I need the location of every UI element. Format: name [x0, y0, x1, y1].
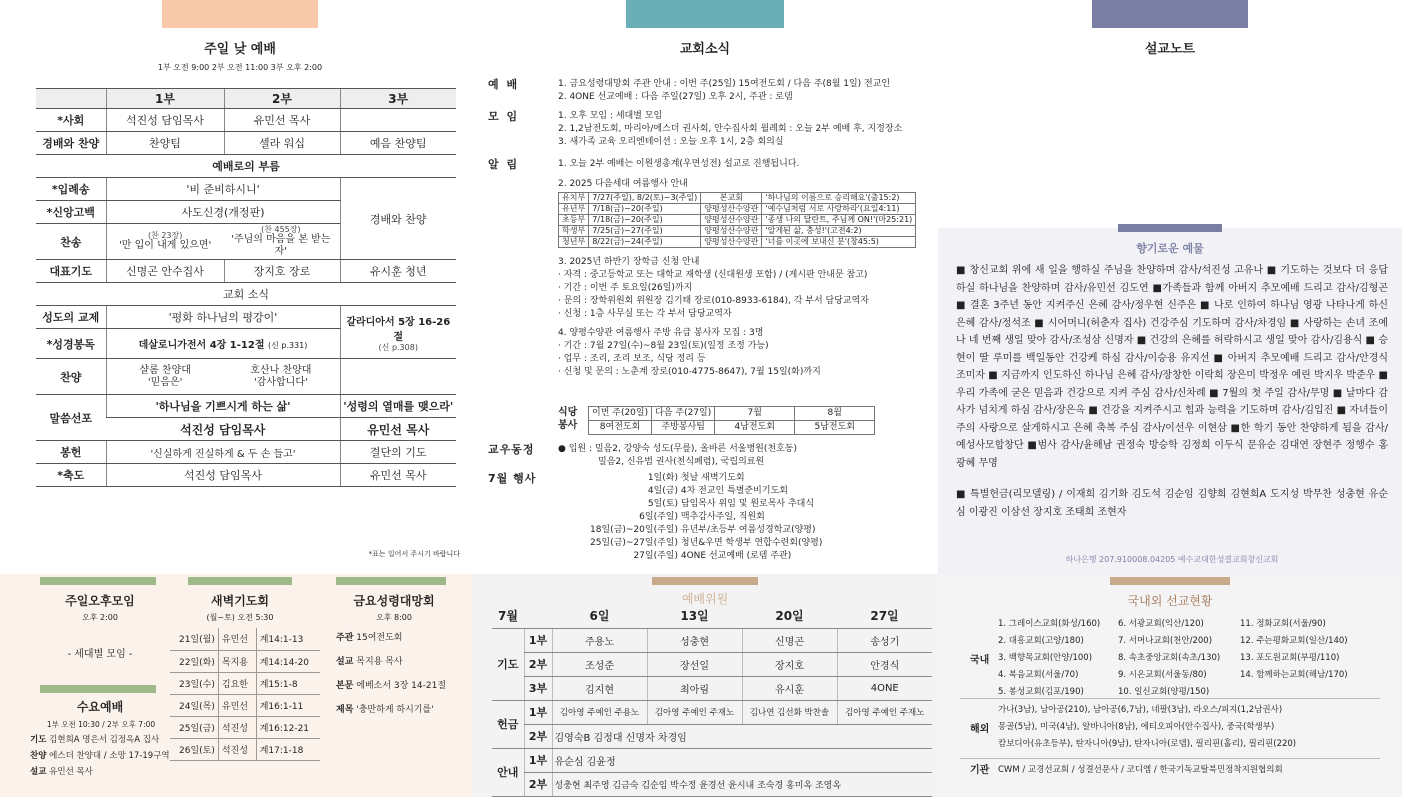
kitchen-service-label: 식당봉사	[558, 407, 578, 431]
friday-rows: 주관 15여전도회 설교 목지용 목사 본문 에베소서 3장 14-21절 제목 '충만하게 하시기를'	[336, 633, 447, 715]
fragrance-offering-box	[938, 228, 1402, 574]
summer-events-table: 유치부 7/27(주일), 8/2(토)~3(주일) 본교회 '하나님의 이름으로 승리해요'(출15:2) 유년부 7/18(금)~20(주일) 양평성산수양관 '예수님처럼 서로 사랑하라'(요일4:11) 초등부 7/18(금)~20(주일) 양평성산수양관 '종생 나의 달란트, 주님께 ON!'(마25:21) 학생부 7/25(금)~27(주일) 양평성산수양관 '알게된 삶, 충성!'(고전4:2) 청년부 8/22(금)~24(주일) 양평성산수양관 '너를 이곳에 보내신 분'(창45:5)	[558, 192, 916, 248]
dawn-bar	[188, 577, 292, 585]
worship-title: 주일 낮 예배	[204, 42, 276, 57]
news-header-bar	[626, 0, 784, 28]
afternoon-time: 오후 2:00	[82, 613, 118, 622]
afternoon-bar	[40, 577, 156, 585]
dawn-title: 새벽기도회	[211, 594, 269, 608]
merged-praise: 경배와 찬양	[340, 178, 456, 260]
fragrance-title: 향기로운 예물	[1136, 242, 1204, 255]
kitchen-service-table: 이번 주(20일) 다음 주(27일) 7월 8월 8여전도회 주방봉사팀 4남전도회 5남전도회	[588, 406, 875, 435]
dawn-table: 21일(월) 유민선 계14:1-13 22일(화) 목지용 계14:14-20 23일(수) 김요한 계15:1-8 24일(목) 유민선 계16:1-11 25일(금) 석진성 계16:12-21 26일(토) 석진성 계17:1-18	[170, 628, 320, 761]
friday-bar	[336, 577, 446, 585]
dawn-time: (월~토) 오전 5:30	[206, 613, 274, 622]
mission-bar	[1110, 577, 1230, 585]
fragrance-text: ■ 창신교회 위에 새 일을 행하실 주님을 찬양하며 감사/석진성 고유나 ■ 기도하는 것보다 더 응답하실 하나님을 찬양하며 감사/유민선 김도연 ■가족들과 함께 아버지 추모예배 드리고 감사/김형곤 ■ 결혼 3주년 동안 지켜주신 은혜 감사/정우현 신주은 ■ 나로 인하여 하나님 영광 나타나게 하신 은혜 감사/정석조 ■ 시어머니(허춘자 집사) 건강주심 기도하며 감사/차경임 ■ 사랑하는 손녀 조예나 네 번째 생일 맞아 감사/조성삼 신명자 ■ 건강의 은혜를 허락하시고 생일 맞아 감사/김용식 ■ 승현이 딸 루미를 백일동안 건강케 하심 감사/이승용 유지선 ■ 아버지 추모예배 드리고 감사/안경식 조미자 ■ 지금까지 인도하신 하나님 은혜 감사/장창한 이락희 장은미 박정우 예린 박지우 박준우 ■ 우리 가족에 굳은 믿음과 건강으로 지켜 주심 감사/신차례 ■ 7월의 첫 주일 감사/무명 ■ 날마다 감사가 넘치게 하심 감사/장은옥 ■ 건강을 지켜주시고 힘과 능력을 기도하며 감사/김입진 ■ 자녀들이 주의 사랑으로 살게하시고 은혜 축복 주심 감사/이선우 이현삼 ■한 학기 동안 찬양하게 됨을 감사/예성사모합창단 ■범사 감사/윤해남 권정숙 방승학 김정희 이두식 문유순 김대연 장현주 정행수 홍광혜 무명 ■ 특별헌금(리모델링) / 이재희 김기화 김도석 김순임 김향희 김현희A 도지성 박무찬 성충현 유순심 이광진 이삼선 장지호 조태희 조현자	[956, 265, 1388, 518]
wednesday-bar	[40, 685, 156, 693]
worship-times: 1부 오전 9:00 2부 오전 11:00 3부 오후 2:00	[157, 63, 323, 72]
duty-bar	[652, 577, 758, 585]
wednesday-rows: 기도 김현희A 명은서 김정옥A 집사 찬양 에스더 찬양대 / 소망 17-19구역 설교 유민선 목사	[30, 735, 170, 777]
mission-title: 국내외 선교현황	[1127, 594, 1213, 608]
news-title: 교회소식	[679, 42, 731, 57]
duty-title: 예배위원	[681, 592, 729, 606]
friday-title: 금요성령대망회	[353, 594, 435, 608]
wednesday-time: 1부 오전 10:30 / 2부 오후 7:00	[46, 720, 156, 729]
bank-account: 하나은행 207.910008.04205 예수교대한성결교회창신교회	[1065, 555, 1279, 564]
duty-table: 7월 6일 13일 20일 27일 기도 1부 주용노 성충현 신명곤 송성기 2부 조성준 장선일 장지호 안경식 3부 김지현 최아림 유시훈 4ONE 헌금 1부 김아영 주예인 주용노 김아영 주예인 주재노 김나연 김선화 박찬솔 김아영 주예인 주재노 2부 김영숙B 김정대 신명자 차경임 안내 1부 유순심 김윤정 2부 성충현 최주영 김금숙 김순임 박수정 윤경선 윤시내 조숙경 홍미옥 조영옥	[492, 604, 932, 797]
friday-time: 오후 8:00	[376, 613, 412, 622]
worship-footnote: *표는 일어서 주시기 바랍니다	[368, 550, 460, 558]
sermon-header-bar	[1092, 0, 1248, 28]
afternoon-title: 주일오후모임	[65, 594, 135, 608]
worship-header-bar	[162, 0, 318, 28]
worship-order-table: 1부 2부 3부 *사회 석진성 담임목사 유민선 목사 경배와 찬양 찬양팀 셀라 워십 예음 찬양팀 예배로의 부름 *입례송 '비 준비하시니' 경배와 찬양 *신앙고백 사도신경(개정판) 찬송 (찬 23장) '만 입이 내게 있으면' (찬 455장) '주님의 마음을 본 받는 자' 대표기도 신명곤 안수집사 장지호 장로 유시훈 청년 교회 소식 성도의 교제 '평화 하나님의 평강이' 갈라디아서 5장 16-26절 (신 p.308) *성경봉독 데살로니가전서 4장 1-12절 (신 p.331) 찬양 샬롬 찬양대 '믿음은' 호산나 찬양대 '감사합니다' 말씀선포 '하나님을 기쁘시게 하는 삶' '성령의 열매를 맺으라' 석진성 담임목사 유민선 목사 봉헌 '신실하게 진실하게 & 두 손 들고' 결단의 기도 *축도 석진성 담임목사 유민선 목사	[36, 88, 456, 487]
sermon-note-title: 설교노트	[1144, 42, 1196, 57]
fragrance-bar	[1118, 224, 1222, 232]
wednesday-title: 수요예배	[76, 700, 124, 714]
afternoon-content: - 세대별 모임 -	[67, 649, 133, 660]
